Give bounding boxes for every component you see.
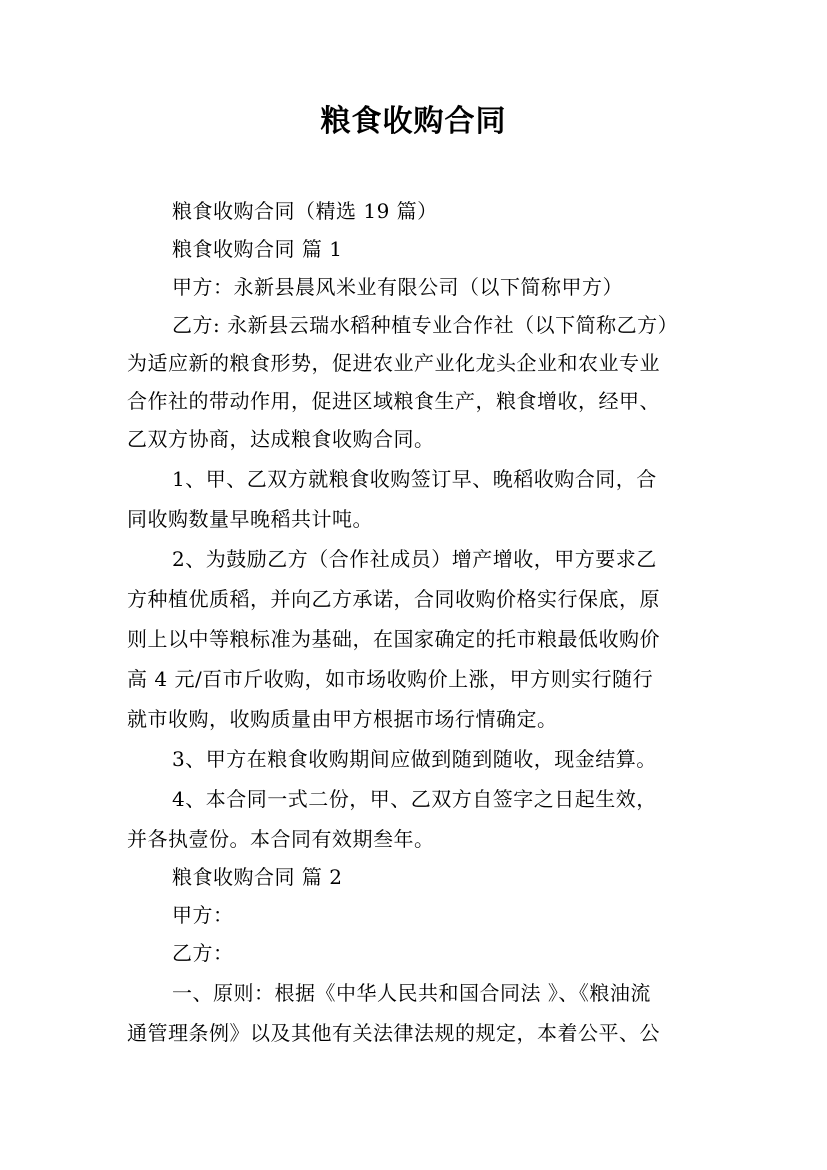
clause-3-line: 3、甲方在粮食收购期间应做到随到随收，现金结算。 <box>172 747 657 771</box>
paragraph-line: 为适应新的粮食形势，促进农业产业化龙头企业和农业专业 <box>127 351 660 375</box>
clause-1-line: 同收购数量早晚稻共计吨。 <box>127 507 373 531</box>
clause-2-line: 2、为鼓励乙方（合作社成员）增产增收，甲方要求乙 <box>172 547 657 571</box>
clause-4-line: 并各执壹份。本合同有效期叁年。 <box>127 827 435 851</box>
clause-2-line: 则上以中等粮标准为基础，在国家确定的托市粮最低收购价 <box>127 627 660 651</box>
party-b-line: 乙方： <box>172 941 234 965</box>
principle-line: 通管理条例》以及其他有关法律法规的规定，本着公平、公 <box>127 1021 660 1045</box>
clause-2-line: 方种植优质稻，并向乙方承诺，合同收购价格实行保底，原 <box>127 587 660 611</box>
section-heading-2: 粮食收购合同 篇 2 <box>172 865 343 889</box>
clause-4-line: 4、本合同一式二份，甲、乙双方自签字之日起生效， <box>172 787 657 811</box>
clause-1-line: 1、甲、乙双方就粮食收购签订早、晚稻收购合同，合 <box>172 467 657 491</box>
section-heading-1: 粮食收购合同 篇 1 <box>172 237 343 261</box>
principle-line: 一、原则：根据《中华人民共和国合同法 》、《粮油流 <box>172 981 651 1005</box>
subtitle-line: 粮食收购合同（精选 19 篇） <box>172 199 438 223</box>
party-b-line: 乙方: 永新县云瑞水稻种植专业合作社（以下简称乙方） <box>172 313 679 337</box>
clause-2-line: 高 4 元/百市斤收购，如市场收购价上涨，甲方则实行随行 <box>127 667 654 691</box>
clause-2-line: 就市收购，收购质量由甲方根据市场行情确定。 <box>127 707 558 731</box>
party-a-line: 甲方： <box>172 903 234 927</box>
party-a-line: 甲方：永新县晨风米业有限公司（以下简称甲方） <box>172 275 623 299</box>
document-title: 粮食收购合同 <box>320 104 507 139</box>
paragraph-line: 乙双方协商，达成粮食收购合同。 <box>127 427 435 451</box>
paragraph-line: 合作社的带动作用，促进区域粮食生产，粮食增收，经甲、 <box>127 389 660 413</box>
